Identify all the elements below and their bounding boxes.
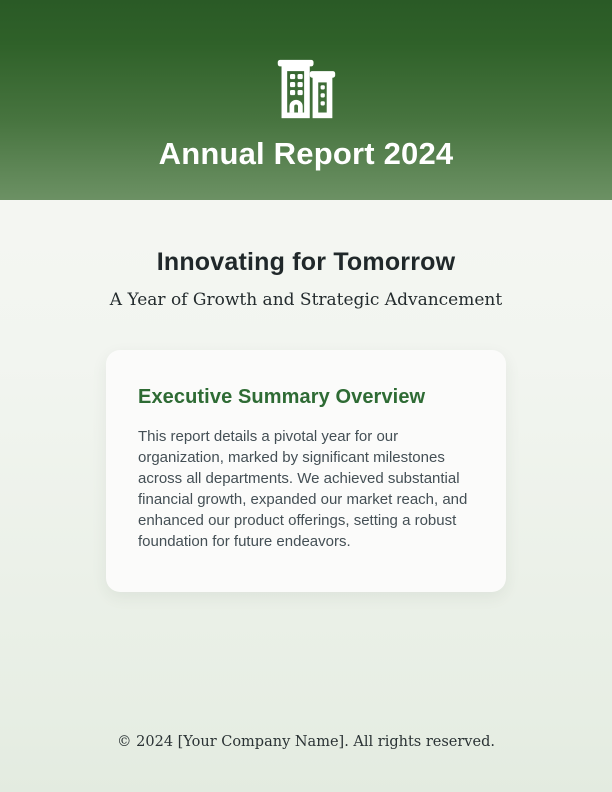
executive-summary-card [106, 350, 506, 592]
building-icon [274, 56, 338, 122]
report-header [0, 0, 612, 200]
hero-subheading: A Year of Growth and Strategic Advancement [109, 290, 503, 310]
report-title: Annual Report 2024 [158, 136, 454, 171]
summary-card-title: Executive Summary Overview [138, 386, 426, 408]
report-body [0, 200, 612, 592]
hero-heading: Innovating for Tomorrow [156, 248, 456, 276]
footer-copyright: © 2024 [Your Company Name]. All rights reserved. [117, 734, 495, 750]
summary-card-body: This report details a pivotal year for our organization, marked by significant milestones across all departments. We achieved substantial financial growth, expanded our market reach, and enhanced our product offerings, setting a robust foundation for future endeavors. [138, 428, 468, 550]
